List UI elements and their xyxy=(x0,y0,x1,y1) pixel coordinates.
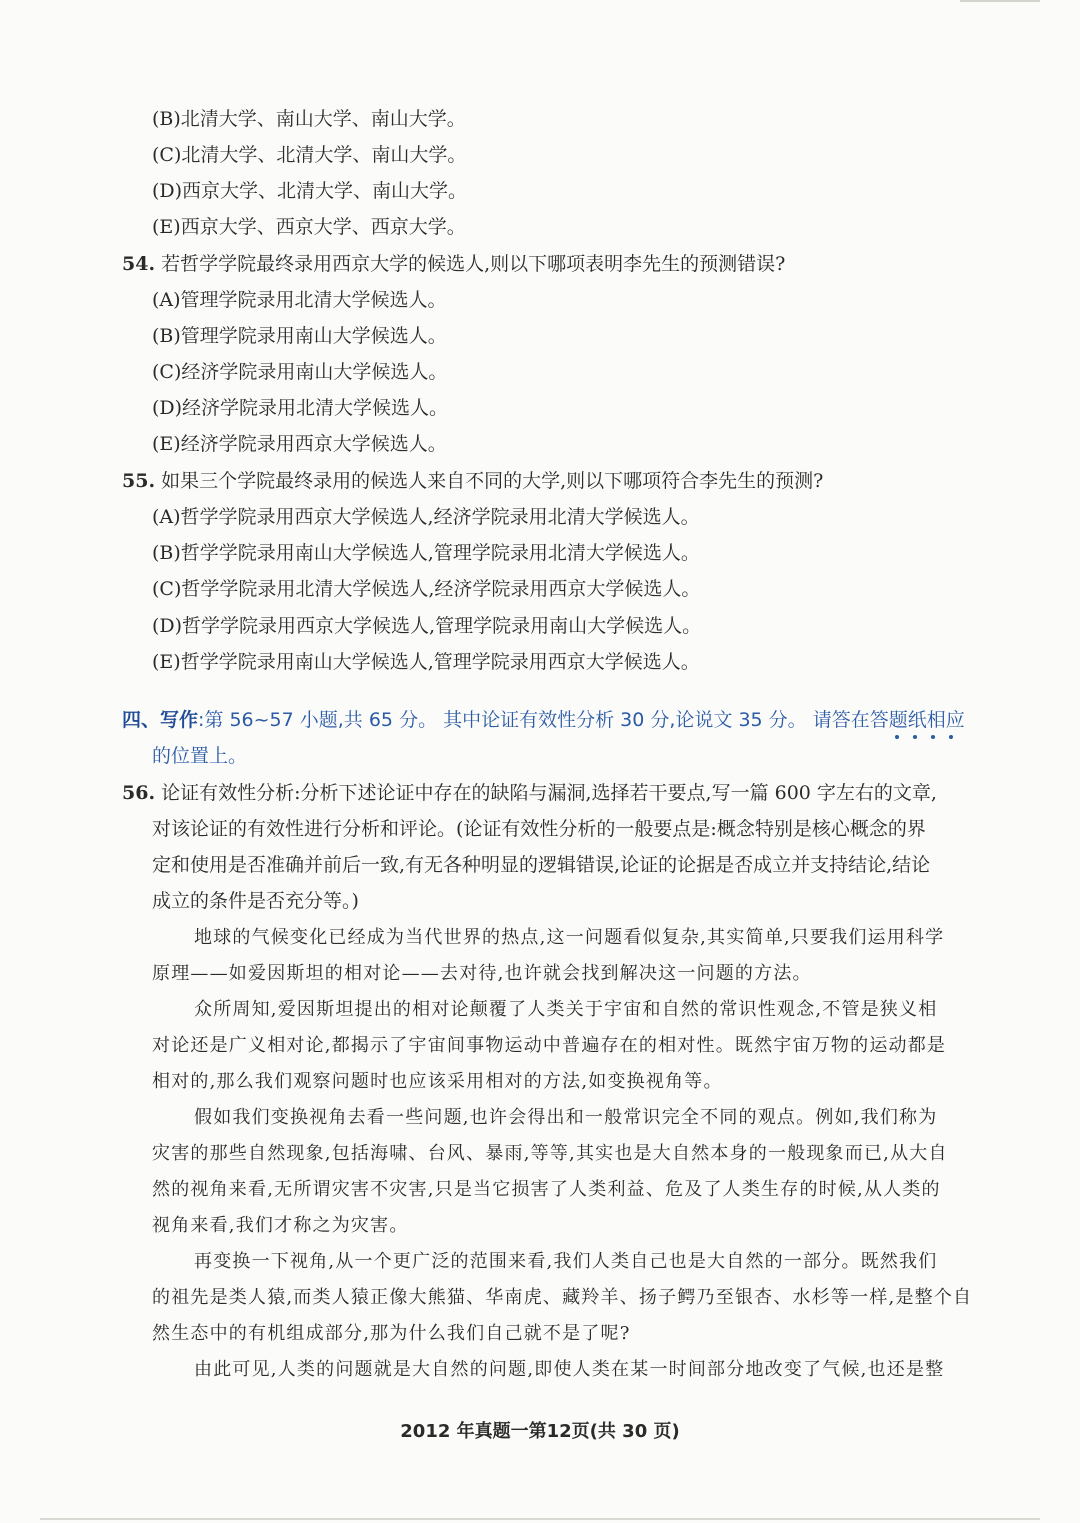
page-footer: 2012 年真题一第12页(共 30 页) xyxy=(400,1421,680,1442)
passage-line: 的祖先是类人猿,而类人猿正像大熊猫、华南虎、藏羚羊、扬子鳄乃至银杏、水杉等一样,是整个自 xyxy=(152,1287,973,1308)
q55-option-b: (B)哲学学院录用南山大学候选人,管理学院录用北清大学候选人。 xyxy=(152,542,700,564)
emphasis-dot xyxy=(949,735,953,739)
q54-option-e: (E)经济学院录用西京大学候选人。 xyxy=(152,433,447,455)
q56-instructions-line4: 成立的条件是否充分等。) xyxy=(152,890,359,912)
q53-option-b: (B)北清大学、南山大学、南山大学。 xyxy=(152,108,466,130)
section-heading-line2: 的位置上。 xyxy=(152,745,248,767)
section-heading xyxy=(122,707,965,733)
scan-edge-top xyxy=(960,0,1040,2)
passage-line: 众所周知,爱因斯坦提出的相对论颠覆了人类关于宇宙和自然的常识性观念,不管是狭义相 xyxy=(194,999,938,1020)
q54-option-a: (A)管理学院录用北清大学候选人。 xyxy=(152,289,447,311)
q54-option-c: (C)经济学院录用南山大学候选人。 xyxy=(152,361,448,383)
q53-option-c: (C)北清大学、北清大学、南山大学。 xyxy=(152,144,467,166)
q56-number: 56. xyxy=(122,782,156,804)
q56-instructions-line2: 对该论证的有效性进行分析和评论。(论证有效性分析的一般要点是:概念特别是核心概念的界 xyxy=(152,818,926,840)
q55-option-c: (C)哲学学院录用北清大学候选人,经济学院录用西京大学候选人。 xyxy=(152,578,701,600)
q55-stem xyxy=(122,468,823,494)
q53-option-e: (E)西京大学、西京大学、西京大学。 xyxy=(152,216,466,238)
q53-option-d: (D)西京大学、北清大学、南山大学。 xyxy=(152,180,468,202)
passage-line: 视角来看,我们才称之为灾害。 xyxy=(152,1215,409,1236)
passage-line: 灾害的那些自然现象,包括海啸、台风、暴雨,等等,其实也是大自然本身的一般现象而已,从大自 xyxy=(152,1143,948,1164)
passage-line: 假如我们变换视角去看一些问题,也许会得出和一般常识完全不同的观点。例如,我们称为 xyxy=(194,1107,938,1128)
q54-stem-text: 若哲学学院最终录用西京大学的候选人,则以下哪项表明李先生的预测错误? xyxy=(161,253,786,275)
q56-instructions-line3: 定和使用是否准确并前后一致,有无各种明显的逻辑错误,论证的论据是否成立并支持结论,结论 xyxy=(152,854,931,876)
q54-number: 54. xyxy=(122,253,156,275)
passage-line: 对论还是广义相对论,都揭示了宇宙间事物运动中普遍存在的相对性。既然宇宙万物的运动都是 xyxy=(152,1035,947,1056)
emphasis-dot xyxy=(931,735,935,739)
q56-instructions-line1: 论证有效性分析:分析下述论证中存在的缺陷与漏洞,选择若干要点,写一篇 600 字左右的文章, xyxy=(161,782,937,804)
passage-line: 原理——如爱因斯坦的相对论——去对待,也许就会找到解决这一问题的方法。 xyxy=(152,963,812,984)
q54-option-d: (D)经济学院录用北清大学候选人。 xyxy=(152,397,449,419)
emphasis-dot xyxy=(895,735,899,739)
passage-line: 相对的,那么我们观察问题时也应该采用相对的方法,如变换视角等。 xyxy=(152,1071,723,1092)
passage-line: 地球的气候变化已经成为当代世界的热点,这一问题看似复杂,其实简单,只要我们运用科学 xyxy=(194,927,945,948)
section-heading-label: 四、写作 xyxy=(122,709,199,731)
q55-number: 55. xyxy=(122,470,156,492)
passage-line: 由此可见,人类的问题就是大自然的问题,即使人类在某一时间部分地改变了气候,也还是整 xyxy=(194,1359,945,1380)
q55-option-a: (A)哲学学院录用西京大学候选人,经济学院录用北清大学候选人。 xyxy=(152,506,700,528)
passage-line: 然的视角来看,无所谓灾害不灾害,只是当它损害了人类利益、危及了人类生存的时候,从人类的 xyxy=(152,1179,941,1200)
section-heading-line1: :第 56~57 小题,共 65 分。 其中论证有效性分析 30 分,论说文 35 分。 请答在答题纸相应 xyxy=(198,709,965,731)
q54-option-b: (B)管理学院录用南山大学候选人。 xyxy=(152,325,447,347)
passage-line: 然生态中的有机组成部分,那为什么我们自己就不是了呢? xyxy=(152,1323,631,1344)
q55-stem-text: 如果三个学院最终录用的候选人来自不同的大学,则以下哪项符合李先生的预测? xyxy=(161,470,824,492)
q55-option-d: (D)哲学学院录用西京大学候选人,管理学院录用南山大学候选人。 xyxy=(152,615,702,637)
emphasis-dots xyxy=(893,735,953,741)
emphasis-dot xyxy=(913,735,917,739)
q56-stem xyxy=(122,780,937,806)
q54-stem xyxy=(122,251,785,277)
scan-edge-bottom xyxy=(40,1518,1040,1520)
q55-option-e: (E)哲学学院录用南山大学候选人,管理学院录用西京大学候选人。 xyxy=(152,651,700,673)
passage-line: 再变换一下视角,从一个更广泛的范围来看,我们人类自己也是大自然的一部分。既然我们 xyxy=(194,1251,938,1272)
